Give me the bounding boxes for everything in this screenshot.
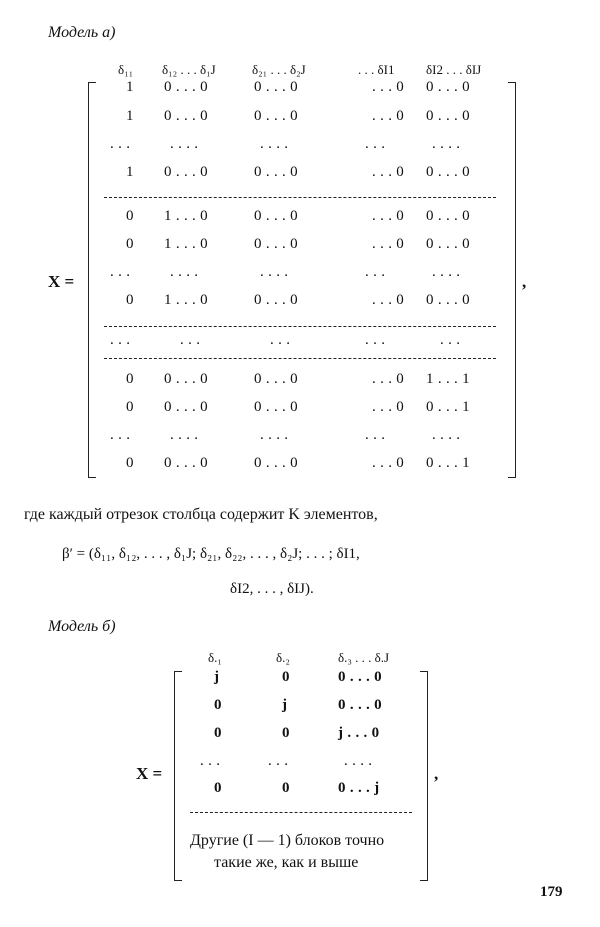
matrix-a-cell: 0 . . . 1 [426,399,470,415]
matrix-b-cell: 0 . . . 0 [338,669,382,685]
matrix-a-comma: , [522,272,527,291]
matrix-a-cell: 0 . . . 0 [426,79,470,95]
matrix-a-cell: . . . [110,427,131,443]
matrix-a-cell: . . . [365,427,386,443]
matrix-b-note-line-1: Другие (I — 1) блоков точно [190,832,385,849]
block-separator [190,812,412,813]
matrix-a-cell: . . . [110,264,131,280]
matrix-b-header-cell: δ.₁ [208,650,222,665]
matrix-a-right-bracket [508,82,516,478]
beta-formula-line-2: δI2, . . . , δIJ). [230,581,314,597]
matrix-a-cell: . . . 0 [372,108,405,124]
matrix-a-cell: 0 . . . 0 [164,164,208,180]
matrix-a-cell: . . . 0 [372,455,405,471]
matrix-a-header-cell: δ₁₂ . . . δ₁J [162,62,216,77]
matrix-a-cell: . . . . [432,136,461,152]
matrix-b-cell: . . . [268,753,289,769]
matrix-a-cell: . . . . [260,427,289,443]
matrix-a-cell: . . . 0 [372,236,405,252]
matrix-a-cell: . . . [365,136,386,152]
matrix-a-cell: 0 . . . 0 [426,108,470,124]
matrix-a-cell: 1 [126,79,134,95]
matrix-a-cell: . . . 0 [372,164,405,180]
matrix-a-cell: . . . [365,264,386,280]
matrix-a-cell: 0 [126,292,134,308]
matrix-a-cell: 0 [126,399,134,415]
matrix-a-cell: 0 . . . 0 [426,236,470,252]
matrix-b-cell: 0 . . . j [338,780,380,796]
matrix-b-cell: 0 [214,697,222,713]
matrix-a-cell: . . . [270,332,291,348]
matrix-a-cell: . . . . [432,427,461,443]
matrix-a-cell: 0 . . . 0 [254,164,298,180]
matrix-a-cell: . . . 0 [372,79,405,95]
matrix-a-header-cell: . . . δI1 [358,62,395,77]
matrix-a-cell: . . . [440,332,461,348]
matrix-a-cell: . . . 0 [372,208,405,224]
matrix-b-cell: 0 [282,669,290,685]
matrix-b-right-bracket [420,671,428,881]
matrix-a-cell: 0 . . . 0 [426,164,470,180]
matrix-a-cell: 0 [126,208,134,224]
matrix-a-cell: . . . [110,136,131,152]
matrix-a-left-bracket [88,82,96,478]
matrix-b-note-line-2: такие же, как и выше [214,854,359,871]
matrix-a-cell: . . . . [260,264,289,280]
matrix-a-cell: 0 . . . 0 [254,236,298,252]
block-separator [104,197,496,198]
matrix-a-cell: . . . [365,332,386,348]
matrix-a-cell: 1 [126,164,134,180]
matrix-a-cell: . . . . [260,136,289,152]
matrix-b-cell: j [282,697,288,713]
matrix-b-cell: 0 [214,725,222,741]
matrix-a-cell: 0 . . . 0 [254,108,298,124]
beta-formula-line-1: β′ = (δ₁₁, δ₁₂, . . . , δ₁J; δ₂₁, δ₂₂, . . . , δ₂J; . . . ; δI1, [62,546,360,562]
matrix-b-cell: . . . [200,753,221,769]
matrix-b-cell: 0 . . . 0 [338,697,382,713]
matrix-a-cell: 1 [126,108,134,124]
matrix-b-header-cell: δ.₂ [276,650,290,665]
matrix-a-cell: 0 . . . 0 [254,399,298,415]
matrix-a-header-cell: δ₂₁ . . . δ₂J [252,62,306,77]
matrix-a-cell: 0 [126,371,134,387]
matrix-a-header-cell: δI2 . . . δIJ [426,62,482,77]
matrix-a-cell: . . . [110,332,131,348]
matrix-a-cell: . . . 0 [372,371,405,387]
matrix-a-cell: 0 . . . 0 [164,399,208,415]
matrix-b-label: X = [136,764,163,783]
matrix-b-cell: j [214,669,220,685]
matrix-a-cell: 0 . . . 0 [164,79,208,95]
block-separator [104,358,496,359]
matrix-a-cell: 1 . . . 0 [164,292,208,308]
matrix-a-cell: . . . 0 [372,399,405,415]
matrix-a-cell: 0 [126,455,134,471]
matrix-a-cell: 0 . . . 0 [254,371,298,387]
matrix-a-cell: 1 . . . 1 [426,371,470,387]
matrix-a-cell: 0 . . . 0 [254,79,298,95]
matrix-a-cell: 0 . . . 0 [164,455,208,471]
matrix-a-cell: 0 . . . 0 [254,455,298,471]
matrix-b-cell: 0 [214,780,222,796]
matrix-b-header-cell: δ.₃ . . . δ.J [338,650,390,665]
matrix-a-cell: 0 [126,236,134,252]
matrix-a-cell: 1 . . . 0 [164,236,208,252]
matrix-a-cell: 0 . . . 0 [426,208,470,224]
matrix-a-cell: 0 . . . 0 [164,371,208,387]
matrix-a-cell: 1 . . . 0 [164,208,208,224]
page-number: 179 [540,884,563,900]
matrix-a-cell: 0 . . . 0 [164,108,208,124]
matrix-a-cell: . . . . [170,427,199,443]
matrix-a-cell: 0 . . . 1 [426,455,470,471]
model-b-title: Модель б) [48,618,116,635]
matrix-b-left-bracket [174,671,182,881]
block-separator [104,326,496,327]
matrix-b-cell: j . . . 0 [338,725,380,741]
matrix-a-label: X = [48,272,75,291]
matrix-b-comma: , [434,764,439,783]
matrix-b-cell: 0 [282,725,290,741]
matrix-b-cell: . . . . [344,753,373,769]
matrix-a-cell: . . . . [170,264,199,280]
matrix-a-cell: . . . 0 [372,292,405,308]
matrix-b-cell: 0 [282,780,290,796]
matrix-a-cell: . . . . [170,136,199,152]
model-a-title: Модель а) [48,24,116,41]
matrix-a-header-cell: δ₁₁ [118,62,134,77]
matrix-a-cell: 0 . . . 0 [426,292,470,308]
segment-note: где каждый отрезок столбца содержит K элементов, [24,506,378,523]
matrix-a-cell: . . . . [432,264,461,280]
matrix-a-cell: . . . [180,332,201,348]
matrix-a-cell: 0 . . . 0 [254,208,298,224]
matrix-a-cell: 0 . . . 0 [254,292,298,308]
